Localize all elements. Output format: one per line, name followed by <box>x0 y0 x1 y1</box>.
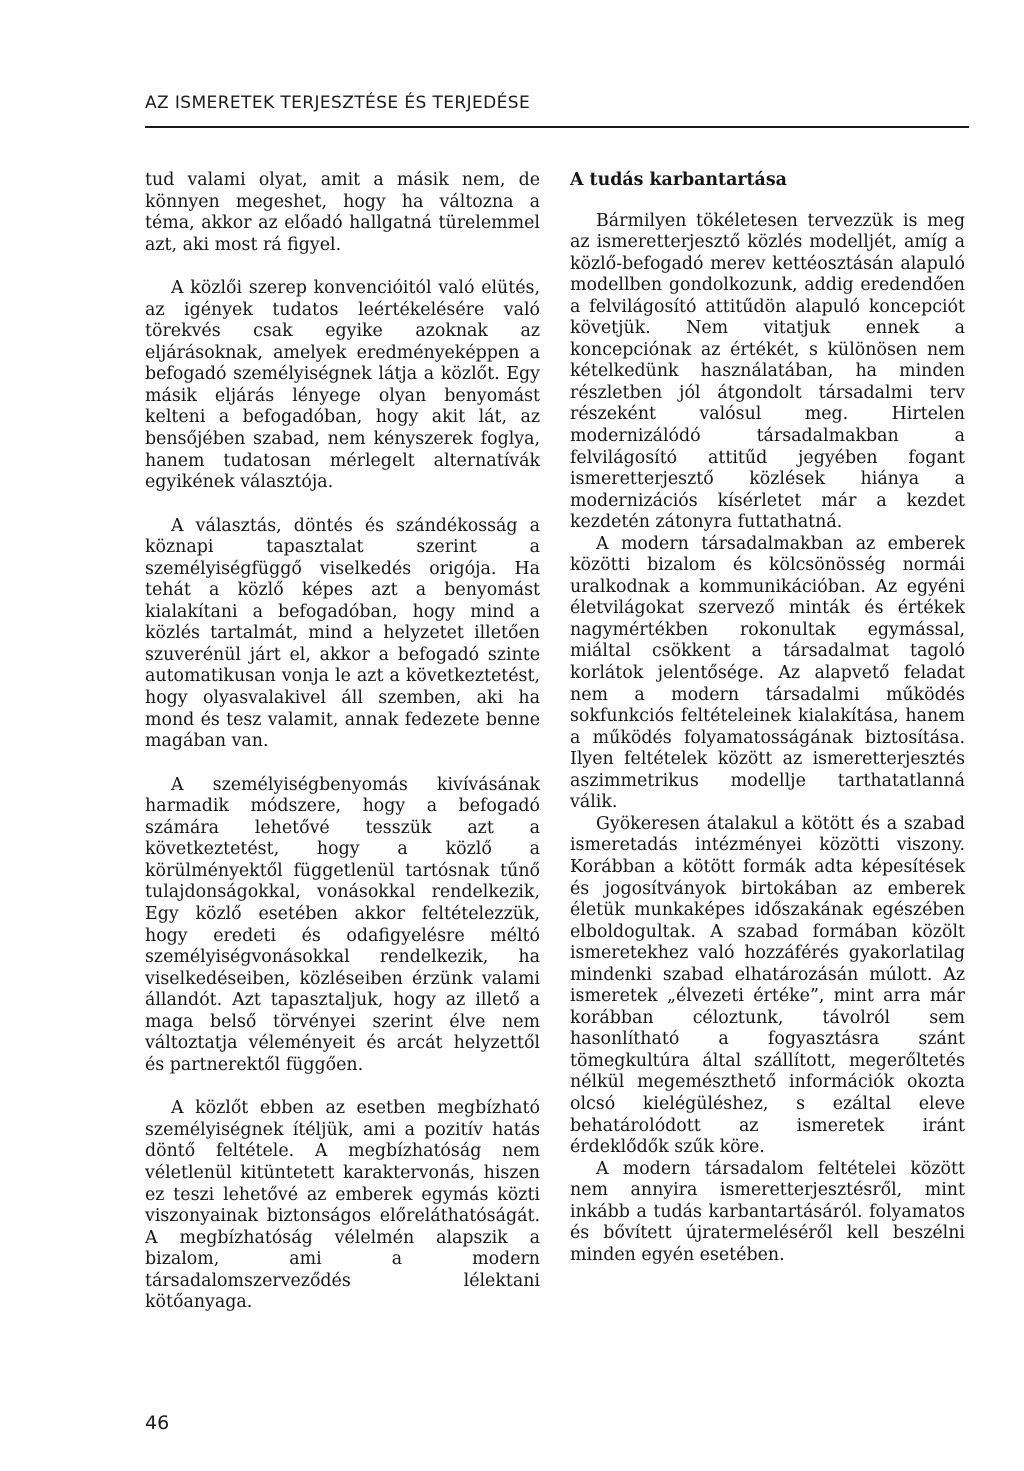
page-number: 46 <box>145 1412 170 1434</box>
body-paragraph: A választás, döntés és szándékosság a köznapi tapasztalat szerint a személyiségfüggő viselkedés origója. Ha tehát a közlő képes azt a benyomást kialakítani a befogadóban, hogy mind a közlés tartalmát, mind a helyzetet illetően szuverénül járt el, akkor a befogadó szinte automatikusan vonja le azt a következtetést, hogy olyasvalakivel áll szemben, aki ha mond és tesz valamit, annak fedezete benne magában van. <box>145 515 540 752</box>
body-paragraph: A közlői szerep konvencióitól való elütés, az igények tudatos leértékelésére való törekvés csak egyike azoknak az eljárásoknak, amelyek eredményeképpen a befogadó személyiségnek látja a közlőt. Egy másik eljárás lényege olyan benyomást kelteni a befogadóban, hogy akit lát, az bensőjében szabad, nem kényszerek foglya, hanem tudatosan mérlegelt alternatívák egyikének választója. <box>145 278 540 493</box>
section-heading: A tudás karbantartása <box>570 170 787 190</box>
header-rule <box>145 126 969 128</box>
body-paragraph: A modern társadalom feltételei között nem annyira ismeretterjesztésről, mint inkább a tudás karbantartásáról. folyamatos és bővített újratermeléséről kell beszélni minden egyén esetében. <box>570 1158 965 1265</box>
body-paragraph: A személyiségbenyomás kivívásának harmadik módszere, hogy a befogadó számára lehetővé tesszük azt a következtetést, hogy a közlő a körülményektől függetlenül tartósnak tűnő tulajdonságokkal, vonásokkal rendelkezik, Egy közlő esetében akkor feltételezzük, hogy eredeti és odafigyelésre méltó személyiségvonásokkal rendelkezik, ha viselkedéseiben, közléseiben érzünk valami állandót. Azt tapasztaljuk, hogy az illető a maga belső törvényei szerint élve nem változtatja véleményeit és arcát helyzettől és partnerektől függően. <box>145 774 540 1075</box>
body-paragraph: A modern társadalmakban az emberek közötti bizalom és kölcsönösség normái uralkodnak a kommunikációban. Az egyéni életvilágokat szervező minták és értékek nagymértékben rokonultak egymással, miáltal csökkent a társadalmat tagoló korlátok jelentősége. Az alapvető feladat nem a modern társadalmi működés sokfunkciós feltételeinek kialakítása, hanem a működés folyamatosságának biztosítása. Ilyen feltételek között az ismeretterjesztés aszimmetrikus modellje tarthatatlanná válik. <box>570 533 965 813</box>
left-column <box>145 170 540 1314</box>
body-paragraph: tud valami olyat, amit a másik nem, de könnyen megeshet, hogy ha változna a téma, akkor az előadó hallgatná türelemmel azt, aki most rá figyel. <box>145 170 540 255</box>
right-column <box>570 170 965 1266</box>
body-paragraph: A közlőt ebben az esetben megbízható személyiségnek ítéljük, ami a pozitív hatás döntő feltétele. A megbízhatóság nem véletlenül kitüntetett karaktervonás, hiszen ez teszi lehetővé az emberek egymás közti viszonyainak biztonságos előreláthatóságát. A megbízhatóság vélelmén alapszik a bizalom, ami a modern társadalomszerveződés lélektani kötőanyaga. <box>145 1098 540 1313</box>
body-paragraph: Gyökeresen átalakul a kötött és a szabad ismeretadás intézményei közötti viszony. Korábban a kötött formák adta képesítések és jogosítványok birtokában az emberek életük munkaképes időszakának egészében elboldogultak. A szabad formában közölt ismeretekhez való hozzáférés gyakorlatilag mindenki szabad elhatározásán múlott. Az ismeretek „élvezeti értéke”, mint arra már korábban céloztunk, távolról sem hasonlítható a fogyasztásra szánt tömegkultúra által szállított, megerőltetés nélkül megemészthető információk okozta olcsó kielégüléshez, s ezáltal eleve behatárolódott az ismeretek iránt érdeklődők szűk köre. <box>570 813 965 1158</box>
running-head: AZ ISMERETEK TERJESZTÉSE ÉS TERJEDÉSE <box>145 93 531 113</box>
body-paragraph: Bármilyen tökéletesen tervezzük is meg az ismeretterjesztő közlés modelljét, amíg a közlő-befogadó merev kettéosztásán alapuló modellben gondolkozunk, addig eredendően a felvilágosító attitűdön alapuló koncepciót követjük. Nem vitatjuk ennek a koncepciónak az értékét, s különösen nem kételkedünk használatában, ha minden részletben jól átgondolt társadalmi terv részeként valósul meg. Hirtelen modernizálódó társadalmakban a felvilágosító attitűd jegyében fogant ismeretterjesztő közlések hiánya a modernizációs kísérletet már a kezdet kezdetén zátonyra futtathatná. <box>570 210 965 533</box>
